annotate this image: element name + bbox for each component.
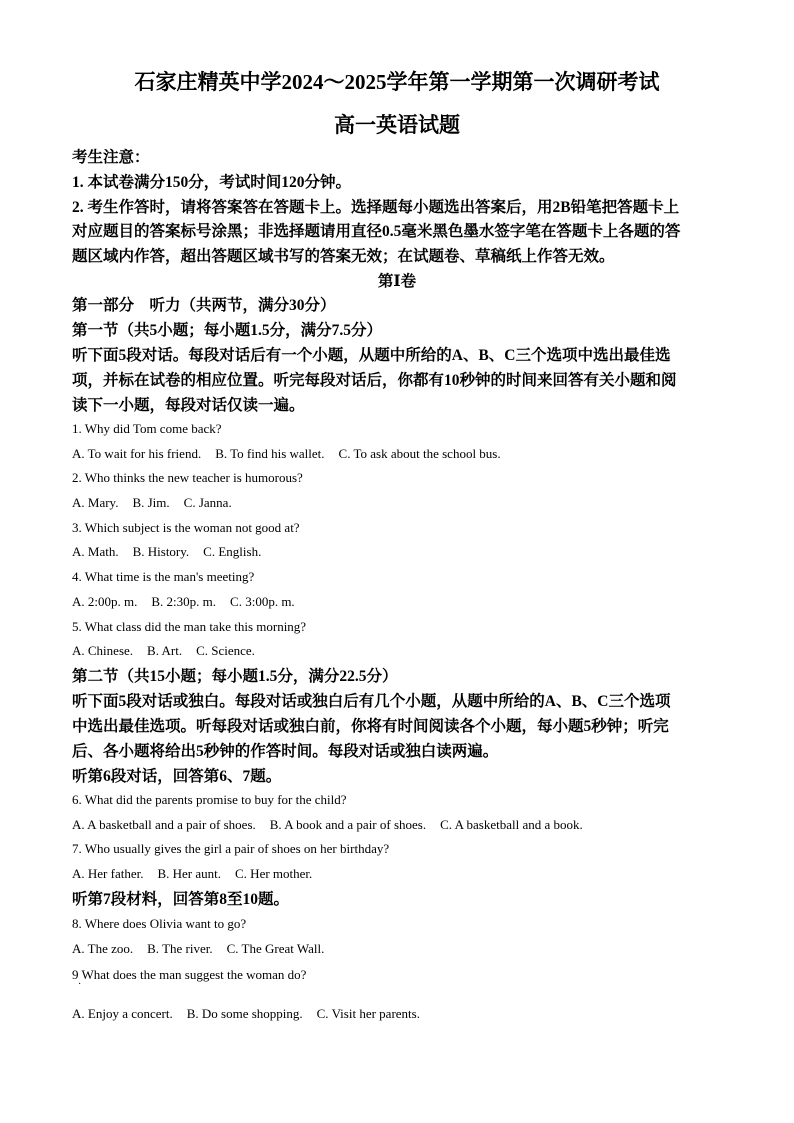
notice-item-2-line-2: 对应题目的答案标号涂黑；非选择题请用直径0.5毫米黑色墨水签字笔在答题卡上各题的答 bbox=[72, 223, 681, 240]
option-b: B. Jim. bbox=[132, 495, 170, 510]
option-a: A. Enjoy a concert. bbox=[72, 1006, 173, 1021]
option-a: A. A basketball and a pair of shoes. bbox=[72, 817, 256, 832]
option-c: C. 3:00p. m. bbox=[230, 594, 295, 609]
question-8-options bbox=[72, 941, 324, 957]
option-c: C. To ask about the school bus. bbox=[338, 446, 501, 461]
question-1-options bbox=[72, 446, 501, 462]
question-2-options bbox=[72, 495, 232, 511]
option-c: C. English. bbox=[203, 544, 262, 559]
question-6-options bbox=[72, 817, 583, 833]
option-b: B. The river. bbox=[147, 941, 213, 956]
option-a: A. Math. bbox=[72, 544, 119, 559]
option-a: A. To wait for his friend. bbox=[72, 446, 202, 461]
question-5-options bbox=[72, 643, 255, 659]
notice-item-1: 1. 本试卷满分150分，考试时间120分钟。 bbox=[72, 174, 352, 191]
question-9-options bbox=[72, 1006, 420, 1022]
option-b: B. Her aunt. bbox=[157, 866, 222, 881]
section1-title: 第一节（共5小题；每小题1.5分，满分7.5分） bbox=[72, 322, 383, 339]
option-a: A. Mary. bbox=[72, 495, 119, 510]
question-5: 5. What class did the man take this morning? bbox=[72, 619, 307, 634]
option-a: A. Her father. bbox=[72, 866, 144, 881]
question-2: 2. Who thinks the new teacher is humorous? bbox=[72, 470, 303, 485]
option-b: B. Do some shopping. bbox=[186, 1006, 303, 1021]
question-4: 4. What time is the man's meeting? bbox=[72, 569, 255, 584]
question-1: 1. Why did Tom come back? bbox=[72, 421, 222, 436]
notice-heading: 考生注意： bbox=[72, 149, 150, 166]
question-6: 6. What did the parents promise to buy for the child? bbox=[72, 792, 347, 807]
option-c: C. Her mother. bbox=[235, 866, 313, 881]
question-7-options bbox=[72, 866, 312, 882]
section2-instructions-line-2: 中选出最佳选项。听每段对话或独白前，你将有时间阅读各个小题，每小题5秒钟；听完 bbox=[72, 718, 669, 735]
question-7: 7. Who usually gives the girl a pair of shoes on her birthday? bbox=[72, 841, 390, 856]
question-4-options bbox=[72, 594, 295, 610]
notice-item-2-line-3: 题区域内作答，超出答题区域书写的答案无效；在试题卷、草稿纸上作答无效。 bbox=[72, 248, 615, 265]
section2-instructions-line-1: 听下面5段对话或独白。每段对话或独白后有几个小题，从题中所给的A、B、C三个选项 bbox=[72, 693, 671, 710]
question-3-options bbox=[72, 544, 261, 560]
section1-instructions-line-2: 项，并标在试卷的相应位置。听完每段对话后，你都有10秒钟的时间来回答有关小题和阅 bbox=[72, 372, 677, 389]
section2-instructions-line-3: 后、各小题将给出5秒钟的作答时间。每段对话或独白读两遍。 bbox=[72, 743, 499, 760]
option-c: C. The Great Wall. bbox=[226, 941, 325, 956]
option-c: C. Science. bbox=[196, 643, 255, 658]
exam-subtitle: 高一英语试题 bbox=[334, 113, 460, 137]
section1-instructions-line-3: 读下一小题，每段对话仅读一遍。 bbox=[72, 397, 305, 414]
option-b: B. 2:30p. m. bbox=[151, 594, 217, 609]
option-a: A. Chinese. bbox=[72, 643, 134, 658]
option-a: A. The zoo. bbox=[72, 941, 134, 956]
option-b: B. To find his wallet. bbox=[215, 446, 325, 461]
option-a: A. 2:00p. m. bbox=[72, 594, 138, 609]
dialog-7-heading: 听第7段材料，回答第8至10题。 bbox=[72, 891, 290, 908]
option-c: C. Visit her parents. bbox=[316, 1006, 420, 1021]
option-c: C. Janna. bbox=[183, 495, 232, 510]
notice-item-2-line-1: 2. 考生作答时，请将答案答在答题卡上。选择题每小题选出答案后，用2B铅笔把答题卡上 bbox=[72, 199, 680, 216]
question-9: 9 What does the man suggest the woman do? bbox=[72, 967, 307, 982]
section1-instructions-line-1: 听下面5段对话。每段对话后有一个小题，从题中所给的A、B、C三个选项中选出最佳选 bbox=[72, 347, 671, 364]
part1-title: 第一部分 听力（共两节，满分30分） bbox=[72, 297, 336, 314]
exam-title: 石家庄精英中学2024～2025学年第一学期第一次调研考试 bbox=[134, 70, 660, 94]
question-8: 8. Where does Olivia want to go? bbox=[72, 916, 247, 931]
option-b: B. Art. bbox=[147, 643, 183, 658]
option-b: B. A book and a pair of shoes. bbox=[269, 817, 427, 832]
dialog-6-heading: 听第6段对话，回答第6、7题。 bbox=[72, 768, 282, 785]
volume-label: 第Ⅰ卷 bbox=[377, 273, 417, 290]
option-c: C. A basketball and a book. bbox=[440, 817, 583, 832]
stray-dot: · bbox=[78, 979, 82, 990]
option-b: B. History. bbox=[132, 544, 190, 559]
section2-title: 第二节（共15小题；每小题1.5分，满分22.5分） bbox=[72, 668, 398, 685]
question-3: 3. Which subject is the woman not good at? bbox=[72, 520, 300, 535]
